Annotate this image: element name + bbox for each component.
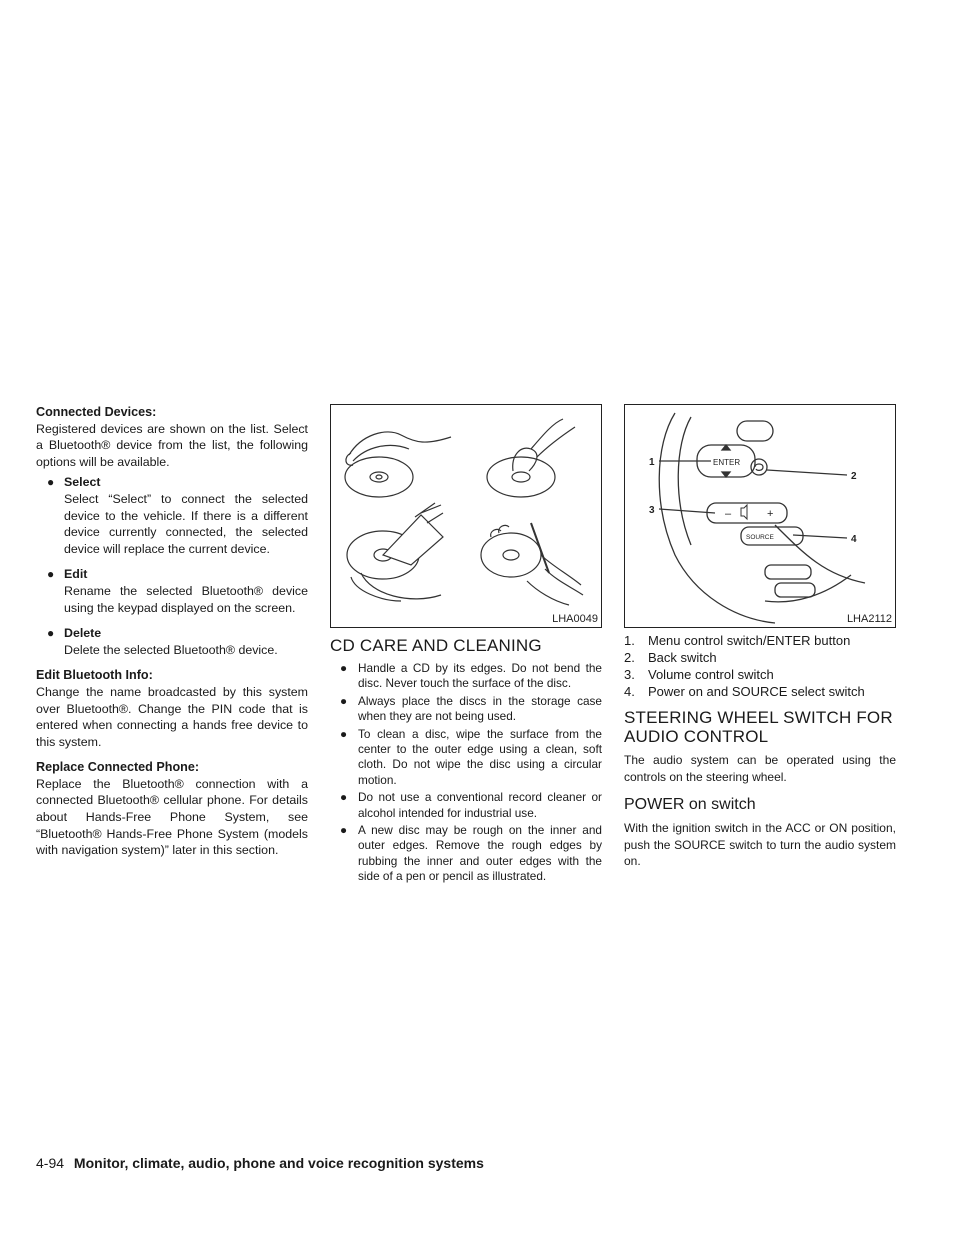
list-item: 4. Power on and SOURCE select switch — [624, 684, 865, 699]
back-arrow-icon — [755, 464, 763, 470]
connected-devices-text: Registered devices are shown on the list. Select a Bluetooth® device from the list, the following options will be available. — [36, 421, 308, 469]
volume-minus-label: – — [725, 508, 732, 520]
figure-code: LHA2112 — [846, 613, 892, 625]
bullet-icon: ● — [340, 726, 348, 741]
cd-handling-illustration — [331, 405, 601, 627]
down-arrow-icon — [722, 472, 730, 477]
enter-label: ENTER — [713, 458, 741, 467]
cd-care-title: CD CARE AND CLEANING — [330, 636, 542, 655]
callout-line-2 — [767, 470, 847, 475]
option-select — [36, 474, 308, 557]
edit-info-heading: Edit Bluetooth Info: — [36, 668, 153, 683]
up-arrow-icon — [722, 445, 730, 450]
list-item: 2. Back switch — [624, 650, 717, 665]
back-switch-outline — [751, 459, 767, 475]
bullet-icon: ● — [340, 693, 348, 708]
bullet-icon: ● — [47, 567, 55, 582]
cd-care-bullet: ● A new disc may be rough on the inner and outer edges. Remove the rough edges by rubbing the inner and outer edges with the side of a pen or pencil as illustrated. — [340, 823, 602, 884]
option-desc: Select “Select” to connect the selected device to the vehicle. If there is a different device currently connected, the selected device will replace the current device. — [64, 491, 308, 556]
volume-plus-label: + — [767, 508, 774, 520]
list-item: 3. Volume control switch — [624, 667, 774, 682]
option-desc: Rename the selected Bluetooth® device using the keypad displayed on the screen. — [64, 583, 308, 615]
steering-switch-title: STEERING WHEEL SWITCH FOR AUDIO CONTROL — [624, 708, 893, 746]
figure-code: LHA0049 — [552, 613, 598, 625]
middle-column — [330, 404, 602, 887]
steering-wheel-switch-illustration — [625, 405, 895, 627]
cd-care-bullet: ● Handle a CD by its edges. Do not bend the disc. Never touch the surface of the disc. — [340, 661, 602, 691]
bullet-icon: ● — [340, 790, 348, 805]
left-column — [36, 404, 308, 859]
callout-3: 3 — [649, 505, 655, 516]
option-desc: Delete the selected Bluetooth® device. — [64, 642, 278, 657]
connected-devices-heading: Connected Devices: — [36, 405, 157, 419]
edit-info-text: Change the name broadcasted by this system over Bluetooth®. Change the PIN code that is entered when connecting a hands free device to this system. — [36, 684, 308, 749]
power-on-text: With the ignition switch in the ACC or ON position, push the SOURCE switch to turn the audio system on. — [624, 821, 896, 869]
disc-center-hold-drawing — [487, 419, 575, 497]
bullet-icon: ● — [340, 661, 348, 675]
disc-edge-hold-drawing — [345, 432, 451, 497]
replace-phone-text: Replace the Bluetooth® connection with a connected Bluetooth® cellular phone. For details about Hands-Free Phone System, see “Bluetooth® Hands-Free Phone System (models with navigation system)” later in this section. — [36, 776, 308, 858]
option-title: Select — [64, 475, 101, 490]
cd-care-bullet: ● Do not use a conventional record cleaner or alcohol intended for industrial use. — [340, 790, 602, 820]
disc-pen-edge-drawing — [481, 523, 583, 605]
replace-phone-heading: Replace Connected Phone: — [36, 760, 200, 775]
page-footer — [36, 1154, 484, 1172]
option-title: Edit — [64, 567, 88, 582]
bullet-icon: ● — [47, 626, 55, 641]
disc-wipe-drawing — [347, 503, 443, 601]
cd-care-bullet: ● To clean a disc, wipe the surface from the center to the outer edge using a clean, soft cloth. Do not wipe the disc using a circular motion. — [340, 726, 602, 787]
steering-switch-text: The audio system can be operated using the controls on the steering wheel. — [624, 753, 896, 784]
chapter-title: Monitor, climate, audio, phone and voice recognition systems — [73, 1155, 484, 1171]
bullet-icon: ● — [340, 823, 348, 838]
bullet-icon: ● — [47, 475, 55, 490]
power-on-title: POWER on switch — [624, 796, 756, 814]
callout-2: 2 — [851, 471, 857, 482]
list-item: 1. Menu control switch/ENTER button — [624, 633, 851, 648]
option-title: Delete — [64, 626, 102, 641]
right-column — [624, 404, 896, 870]
steering-switch-figure — [624, 404, 896, 628]
speaker-icon — [741, 505, 747, 519]
top-switch — [737, 421, 773, 441]
callout-line-4 — [793, 535, 847, 538]
cd-care-figure — [330, 404, 602, 628]
callout-4: 4 — [851, 534, 857, 545]
source-label: SOURCE — [746, 534, 774, 541]
cd-care-bullet: ● Always place the discs in the storage case when they are not being used. — [340, 693, 602, 724]
callout-1: 1 — [649, 457, 655, 468]
option-delete — [36, 625, 308, 658]
option-edit — [36, 566, 308, 616]
page-number: 4-94 — [36, 1155, 65, 1171]
